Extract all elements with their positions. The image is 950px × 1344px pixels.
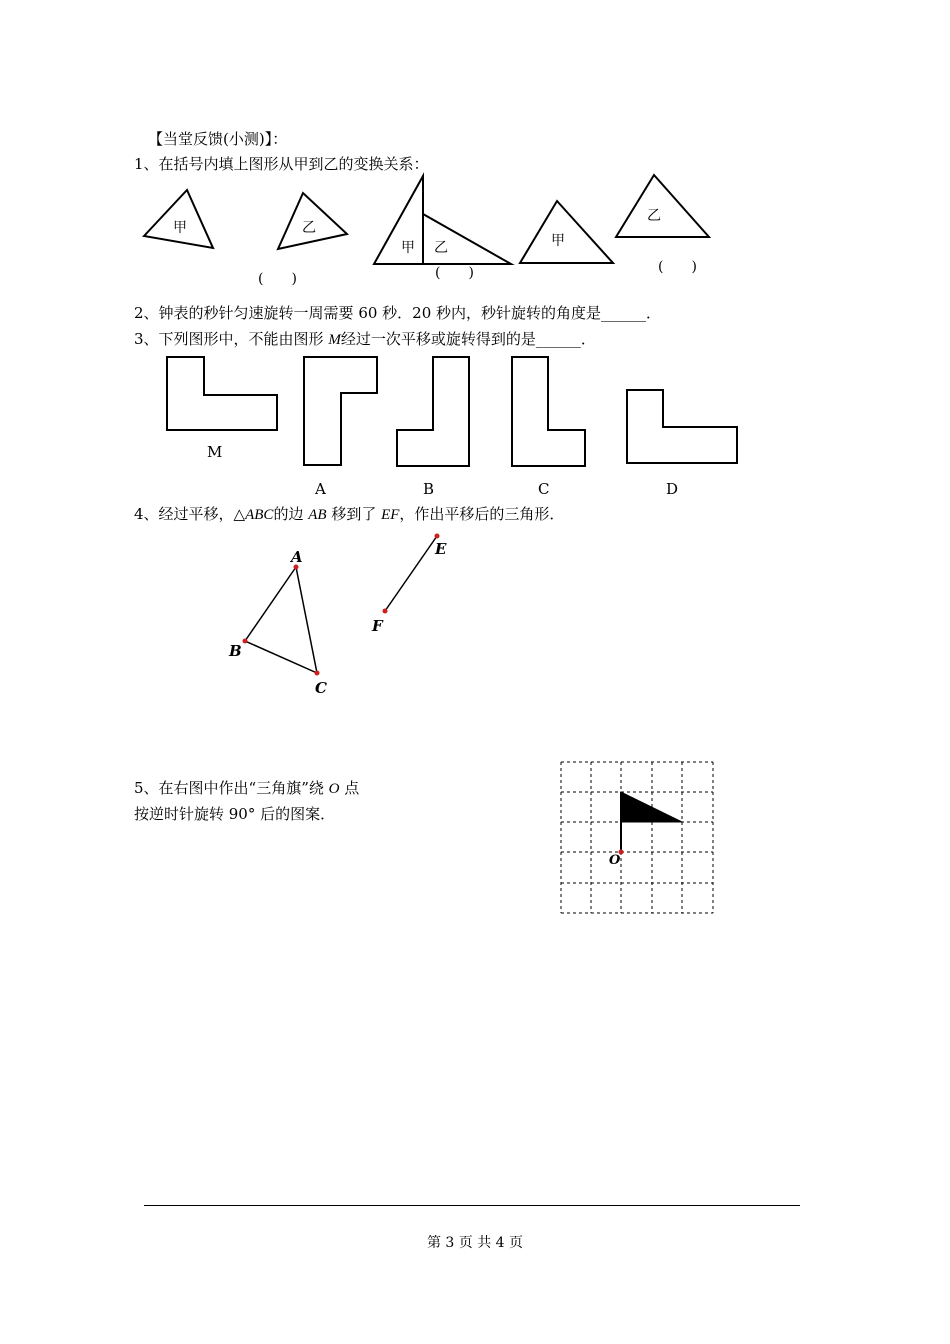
question-2: 2、钟表的秒针匀速旋转一周需要 60 秒．20 秒内，秒针旋转的角度是______． — [134, 304, 662, 322]
q4-var-ab: AB — [308, 507, 327, 523]
q5-text-1: 5、在右图中作出“三角旗”绕 — [134, 779, 329, 797]
q3-shape-d — [627, 390, 737, 463]
q1-paren-2: ( ) — [435, 265, 474, 281]
q4-point-e-dot — [435, 534, 440, 539]
q1-pair2-jia-triangle — [374, 176, 423, 264]
q1-pair2-yi-triangle — [423, 214, 511, 264]
q1-label-jia-1: 甲 — [173, 220, 187, 236]
q5-dashed-grid — [561, 762, 713, 913]
q4-text-4: ，作出平移后的三角形． — [399, 505, 565, 523]
q3-figures — [167, 357, 737, 466]
q1-label-jia-2: 甲 — [401, 240, 415, 256]
q3-shape-m — [167, 357, 277, 430]
q4-var-abc: ABC — [245, 507, 274, 523]
question-5-line-2: 按逆时针旋转 90° 后的图案． — [134, 805, 336, 823]
question-1: 1、在括号内填上图形从甲到乙的变换关系： — [134, 155, 429, 173]
q4-label-a: A — [291, 548, 303, 566]
section-title: 【当堂反馈(小测)】： — [148, 130, 288, 148]
q3-label-d: D — [666, 480, 679, 498]
q4-segment-ef — [385, 536, 437, 611]
q1-paren-1: ( ) — [258, 271, 297, 287]
q4-point-c-dot — [315, 671, 320, 676]
q3-var-m: M — [328, 332, 341, 348]
q4-point-b-dot — [243, 639, 248, 644]
q5-label-o: O — [609, 853, 621, 868]
q1-label-yi-2: 乙 — [434, 240, 448, 256]
q3-suffix: 经过一次平移或旋转得到的是______． — [340, 330, 596, 348]
q5-flag — [621, 792, 682, 822]
q3-label-m: M — [207, 443, 223, 461]
q3-label-b: B — [423, 480, 435, 498]
q5-var-o: O — [328, 781, 340, 797]
q4-point-f-dot — [383, 609, 388, 614]
q4-text-2: 的边 — [273, 505, 309, 523]
q4-var-ef: EF — [381, 507, 400, 523]
q1-pair1-jia-triangle — [144, 190, 213, 248]
q1-pair3-jia-triangle — [520, 201, 613, 263]
footer-rule — [144, 1205, 800, 1206]
q4-figures — [245, 536, 437, 673]
q1-paren-3: ( ) — [658, 259, 697, 275]
q3-label-c: C — [538, 480, 550, 498]
q1-label-jia-3: 甲 — [551, 233, 565, 249]
q4-label-b: B — [229, 642, 242, 660]
q5-text-2: 点 — [339, 779, 360, 797]
q1-label-yi-3: 乙 — [647, 208, 661, 224]
q4-label-e: E — [435, 540, 447, 558]
q3-shape-a — [304, 357, 377, 465]
q3-shape-c — [512, 357, 585, 466]
page-footer: 第 3 页 共 4 页 — [426, 1235, 524, 1251]
q4-triangle-abc — [245, 567, 317, 673]
q1-label-yi-1: 乙 — [302, 220, 316, 236]
q4-label-f: F — [372, 617, 383, 635]
q3-prefix: 3、下列图形中，不能由图形 — [134, 330, 329, 348]
q4-text-3: 移到了 — [326, 505, 382, 523]
q4-label-c: C — [315, 679, 327, 697]
q3-shape-b — [397, 357, 469, 466]
q1-figures — [144, 175, 709, 264]
q1-pair3-yi-triangle — [616, 175, 709, 237]
q4-text-1: 4、经过平移，△ — [134, 505, 246, 523]
q3-label-a: A — [315, 480, 326, 498]
